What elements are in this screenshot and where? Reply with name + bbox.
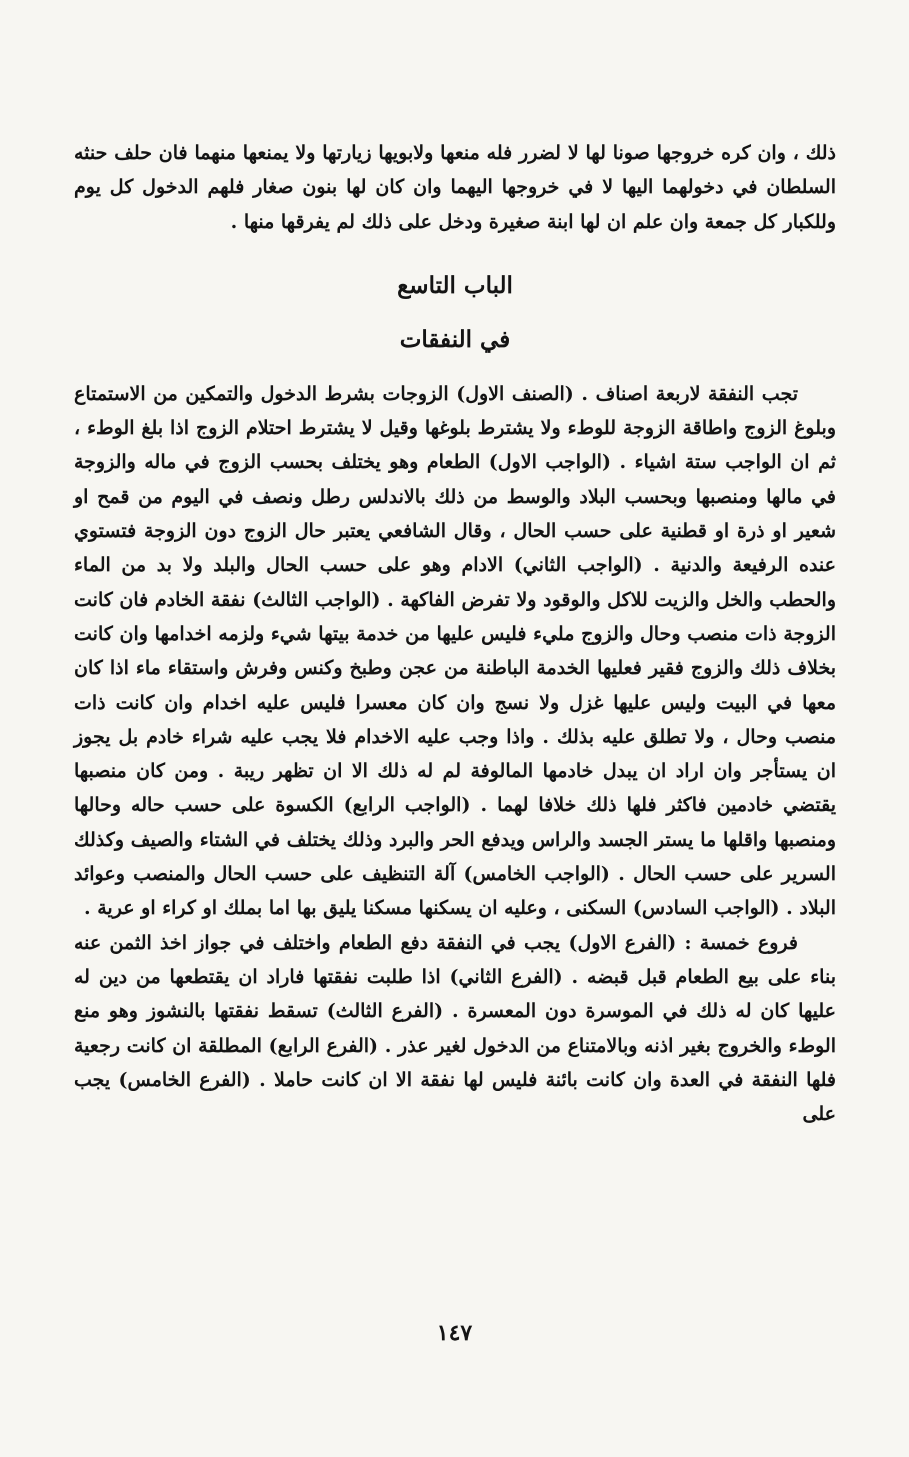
page-number: ١٤٧ <box>436 1320 473 1346</box>
main-paragraph: تجب النفقة لاربعة اصناف . (الصنف الاول) الزوجات بشرط الدخول والتمكين من الاستمتاع وبلوغ الزوج واطاقة الزوجة للوطء ولا يشترط بلوغها وقيل لا يشترط احتلام الزوج اذا بلغ الوطء ، ثم ان الواجب ستة اشياء . (الواجب الاول) الطعام وهو يختلف بحسب الزوج في ماله والزوجة في مالها ومنصبها وبحسب البلاد والوسط من ذلك بالاندلس رطل ونصف في اليوم من قمح او شعير او ذرة او قطنية على حسب الحال ، وقال الشافعي يعتبر حال الزوج دون الزوجة فتستوي عنده الرفيعة والدنية . (الواجب الثاني) الادام وهو على حسب الحال والبلد ولا بد من الماء والحطب والخل والزيت للاكل والوقود ولا تفرض الفاكهة . (الواجب الثالث) نفقة الخادم فان كانت الزوجة ذات منصب وحال والزوج مليء فليس عليها من خدمة بيتها شيء ولزمه اخدامها وان كانت بخلاف ذلك والزوج فقير فعليها الخدمة الباطنة من عجن وطبخ وكنس وفرش واستقاء ماء اذا كان معها في البيت وليس عليها غزل ولا نسج وان كان معسرا فليس عليه اخدام وان كانت ذات منصب وحال ، ولا تطلق عليه بذلك . واذا وجب عليه الاخدام فلا يجب عليه شراء خادم بل يجوز ان يستأجر وان اراد ان يبدل خادمها المالوفة لم له ذلك الا ان تظهر ريبة . ومن كان منصبها يقتضي خادمين فاكثر فلها ذلك خلافا لهما . (الواجب الرابع) الكسوة على حسب حاله وحالها ومنصبها واقلها ما يستر الجسد والراس ويدفع الحر والبرد وذلك يختلف في الشتاء والصيف وكذلك السرير على حسب الحال . (الواجب الخامس) آلة التنظيف على حسب الحال والمنصب وعوائد البلاد . (الواجب السادس) السكنى ، وعليه ان يسكنها مسكنا يليق بها اما بملك او كراء او عرية . <box>74 382 836 920</box>
branches-paragraph: فروع خمسة : (الفرع الاول) يجب في النفقة دفع الطعام واختلف في جواز اخذ الثمن عنه بناء على بيع الطعام قبل قبضه . (الفرع الثاني) اذا طلبت نفقتها فاراد ان يقتطعها من دين له عليها كان له ذلك في الموسرة دون المعسرة . (الفرع الثالث) تسقط نفقتها بالنشوز وهو منع الوطء والخروج بغير اذنه وبالامتناع من الدخول لغير عذر . (الفرع الرابع) المطلقة ان كانت رجعية فلها النفقة في العدة وان كانت بائنة فليس لها نفقة الا ان كانت حاملا . (الفرع الخامس) يجب على <box>74 931 836 1126</box>
topic-heading: في النفقات <box>399 325 511 353</box>
chapter-heading: الباب التاسع <box>397 271 513 299</box>
book-page <box>74 124 836 1364</box>
opening-paragraph: ذلك ، وان كره خروجها صونا لها لا لضرر فله منعها ولابويها زيارتها ولا يمنعها منهما فان حلف حنثه السلطان في دخولهما اليها لا في خروجها اليهما وان كان لها بنون صغار فلهم الدخول كل يوم وللكبار كل جمعة وان علم ان لها ابنة صغيرة ودخل على ذلك لم يفرقها منها . <box>74 142 836 233</box>
